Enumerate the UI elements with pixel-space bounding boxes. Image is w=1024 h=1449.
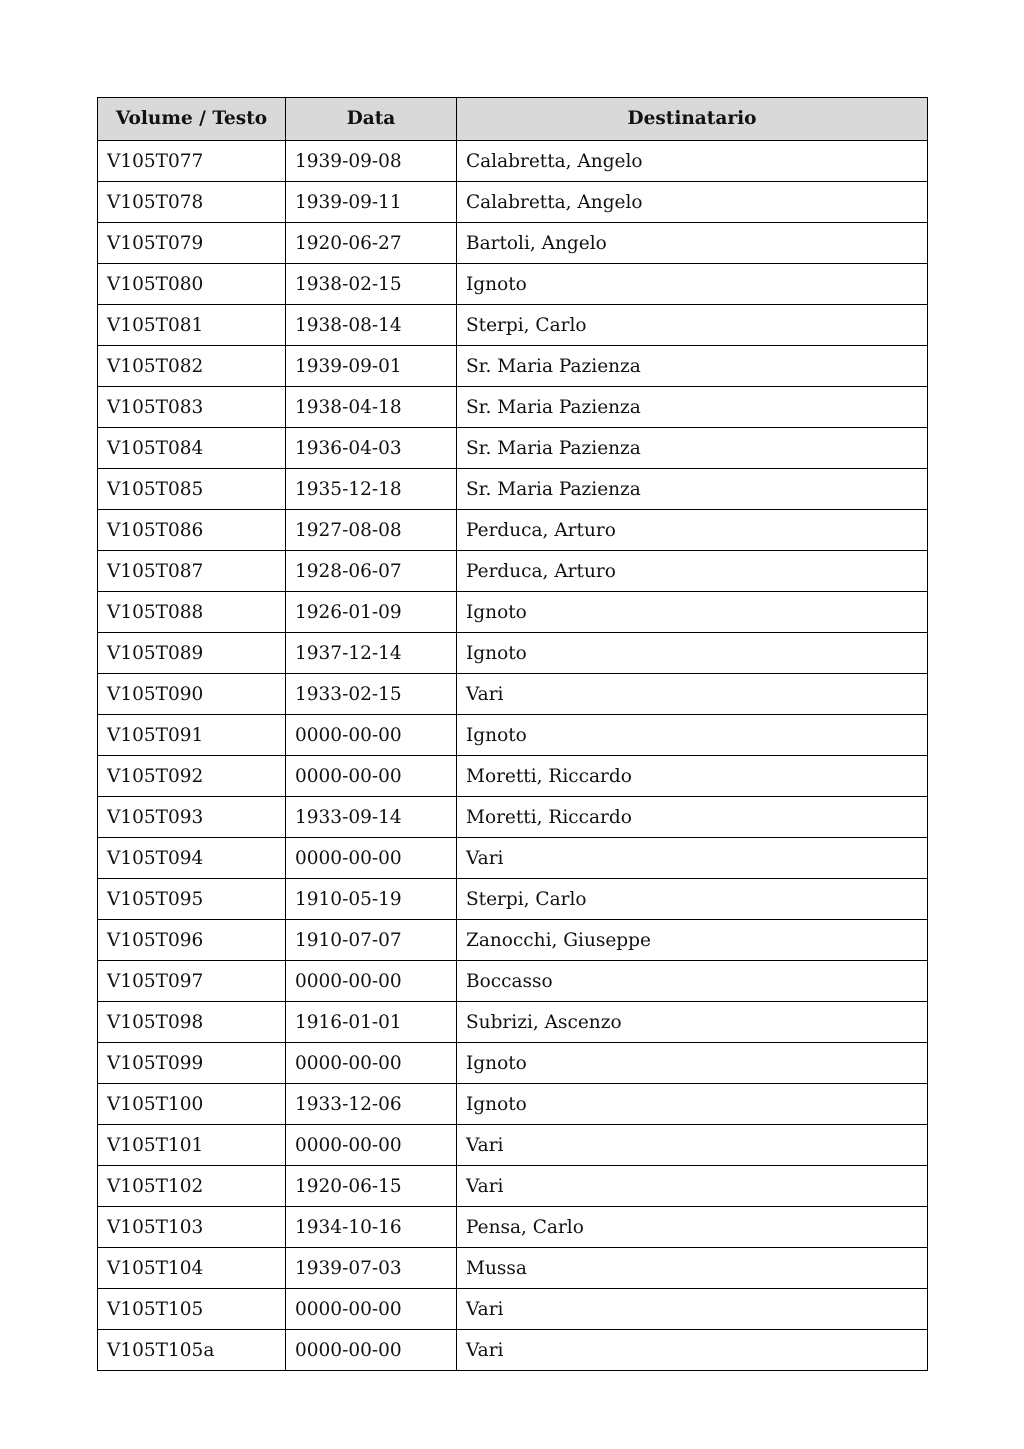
cell-destinatario: Sr. Maria Pazienza: [457, 428, 928, 469]
cell-volume-testo: V105T101: [98, 1125, 286, 1166]
cell-destinatario: Vari: [457, 1125, 928, 1166]
cell-volume-testo: V105T089: [98, 633, 286, 674]
cell-destinatario: Vari: [457, 1330, 928, 1371]
table-row: [98, 141, 928, 182]
cell-volume-testo: V105T085: [98, 469, 286, 510]
cell-destinatario: Subrizi, Ascenzo: [457, 1002, 928, 1043]
table-row: [98, 346, 928, 387]
cell-data: 1938-02-15: [286, 264, 457, 305]
table-row: [98, 1043, 928, 1084]
cell-destinatario: Bartoli, Angelo: [457, 223, 928, 264]
cell-volume-testo: V105T093: [98, 797, 286, 838]
table-row: [98, 592, 928, 633]
cell-volume-testo: V105T097: [98, 961, 286, 1002]
cell-destinatario: Ignoto: [457, 1043, 928, 1084]
cell-data: 1916-01-01: [286, 1002, 457, 1043]
cell-destinatario: Ignoto: [457, 592, 928, 633]
table-body: [98, 141, 928, 1371]
cell-data: 1936-04-03: [286, 428, 457, 469]
cell-volume-testo: V105T078: [98, 182, 286, 223]
cell-destinatario: Ignoto: [457, 264, 928, 305]
table-row: [98, 1207, 928, 1248]
cell-data: 1910-05-19: [286, 879, 457, 920]
cell-destinatario: Sr. Maria Pazienza: [457, 346, 928, 387]
cell-volume-testo: V105T090: [98, 674, 286, 715]
cell-destinatario: Vari: [457, 674, 928, 715]
cell-volume-testo: V105T088: [98, 592, 286, 633]
cell-volume-testo: V105T087: [98, 551, 286, 592]
table-row: [98, 1289, 928, 1330]
table-row: [98, 797, 928, 838]
cell-volume-testo: V105T102: [98, 1166, 286, 1207]
cell-data: 0000-00-00: [286, 1043, 457, 1084]
table-row: [98, 633, 928, 674]
cell-data: 1939-09-08: [286, 141, 457, 182]
cell-data: 1939-09-01: [286, 346, 457, 387]
cell-data: 1910-07-07: [286, 920, 457, 961]
cell-data: 1939-09-11: [286, 182, 457, 223]
cell-volume-testo: V105T105a: [98, 1330, 286, 1371]
table-row: [98, 674, 928, 715]
cell-destinatario: Ignoto: [457, 1084, 928, 1125]
cell-data: 0000-00-00: [286, 715, 457, 756]
cell-data: 0000-00-00: [286, 838, 457, 879]
cell-volume-testo: V105T081: [98, 305, 286, 346]
cell-destinatario: Moretti, Riccardo: [457, 756, 928, 797]
cell-volume-testo: V105T080: [98, 264, 286, 305]
cell-destinatario: Mussa: [457, 1248, 928, 1289]
cell-destinatario: Vari: [457, 1289, 928, 1330]
column-header-volume-testo: Volume / Testo: [98, 98, 286, 141]
cell-data: 0000-00-00: [286, 961, 457, 1002]
table-row: [98, 510, 928, 551]
cell-destinatario: Sterpi, Carlo: [457, 879, 928, 920]
cell-destinatario: Ignoto: [457, 633, 928, 674]
cell-data: 0000-00-00: [286, 1289, 457, 1330]
cell-volume-testo: V105T105: [98, 1289, 286, 1330]
cell-data: 1938-04-18: [286, 387, 457, 428]
cell-volume-testo: V105T099: [98, 1043, 286, 1084]
cell-destinatario: Sr. Maria Pazienza: [457, 469, 928, 510]
cell-volume-testo: V105T094: [98, 838, 286, 879]
cell-data: 1926-01-09: [286, 592, 457, 633]
cell-volume-testo: V105T079: [98, 223, 286, 264]
table-row: [98, 387, 928, 428]
table-row: [98, 1002, 928, 1043]
cell-data: 1920-06-27: [286, 223, 457, 264]
table-row: [98, 182, 928, 223]
table-row: [98, 551, 928, 592]
cell-destinatario: Calabretta, Angelo: [457, 141, 928, 182]
table-row: [98, 920, 928, 961]
table-row: [98, 879, 928, 920]
cell-volume-testo: V105T098: [98, 1002, 286, 1043]
header-row: [98, 98, 928, 141]
cell-volume-testo: V105T104: [98, 1248, 286, 1289]
cell-volume-testo: V105T083: [98, 387, 286, 428]
column-header-destinatario: Destinatario: [457, 98, 928, 141]
cell-data: 0000-00-00: [286, 756, 457, 797]
cell-volume-testo: V105T096: [98, 920, 286, 961]
cell-volume-testo: V105T103: [98, 1207, 286, 1248]
cell-volume-testo: V105T082: [98, 346, 286, 387]
table-row: [98, 1330, 928, 1371]
cell-data: 1939-07-03: [286, 1248, 457, 1289]
cell-data: 0000-00-00: [286, 1330, 457, 1371]
cell-data: 1933-12-06: [286, 1084, 457, 1125]
cell-destinatario: Pensa, Carlo: [457, 1207, 928, 1248]
table-row: [98, 1166, 928, 1207]
cell-destinatario: Calabretta, Angelo: [457, 182, 928, 223]
cell-destinatario: Ignoto: [457, 715, 928, 756]
table-row: [98, 756, 928, 797]
cell-data: 1920-06-15: [286, 1166, 457, 1207]
cell-destinatario: Moretti, Riccardo: [457, 797, 928, 838]
cell-destinatario: Vari: [457, 838, 928, 879]
document-table-container: [97, 97, 927, 1361]
cell-destinatario: Zanocchi, Giuseppe: [457, 920, 928, 961]
table-row: [98, 715, 928, 756]
cell-data: 1933-02-15: [286, 674, 457, 715]
cell-destinatario: Sterpi, Carlo: [457, 305, 928, 346]
cell-data: 1933-09-14: [286, 797, 457, 838]
cell-data: 0000-00-00: [286, 1125, 457, 1166]
table-row: [98, 264, 928, 305]
cell-data: 1938-08-14: [286, 305, 457, 346]
cell-volume-testo: V105T091: [98, 715, 286, 756]
cell-volume-testo: V105T092: [98, 756, 286, 797]
cell-data: 1934-10-16: [286, 1207, 457, 1248]
table-row: [98, 1125, 928, 1166]
cell-data: 1935-12-18: [286, 469, 457, 510]
cell-data: 1937-12-14: [286, 633, 457, 674]
cell-destinatario: Boccasso: [457, 961, 928, 1002]
cell-volume-testo: V105T095: [98, 879, 286, 920]
letters-table: [97, 97, 928, 1371]
table-row: [98, 223, 928, 264]
table-row: [98, 469, 928, 510]
cell-data: 1927-08-08: [286, 510, 457, 551]
table-row: [98, 1248, 928, 1289]
cell-volume-testo: V105T084: [98, 428, 286, 469]
table-row: [98, 961, 928, 1002]
cell-destinatario: Vari: [457, 1166, 928, 1207]
cell-volume-testo: V105T100: [98, 1084, 286, 1125]
cell-volume-testo: V105T086: [98, 510, 286, 551]
table-header: [98, 98, 928, 141]
cell-destinatario: Perduca, Arturo: [457, 551, 928, 592]
cell-destinatario: Perduca, Arturo: [457, 510, 928, 551]
table-row: [98, 1084, 928, 1125]
column-header-data: Data: [286, 98, 457, 141]
cell-volume-testo: V105T077: [98, 141, 286, 182]
cell-destinatario: Sr. Maria Pazienza: [457, 387, 928, 428]
table-row: [98, 838, 928, 879]
cell-data: 1928-06-07: [286, 551, 457, 592]
table-row: [98, 428, 928, 469]
table-row: [98, 305, 928, 346]
